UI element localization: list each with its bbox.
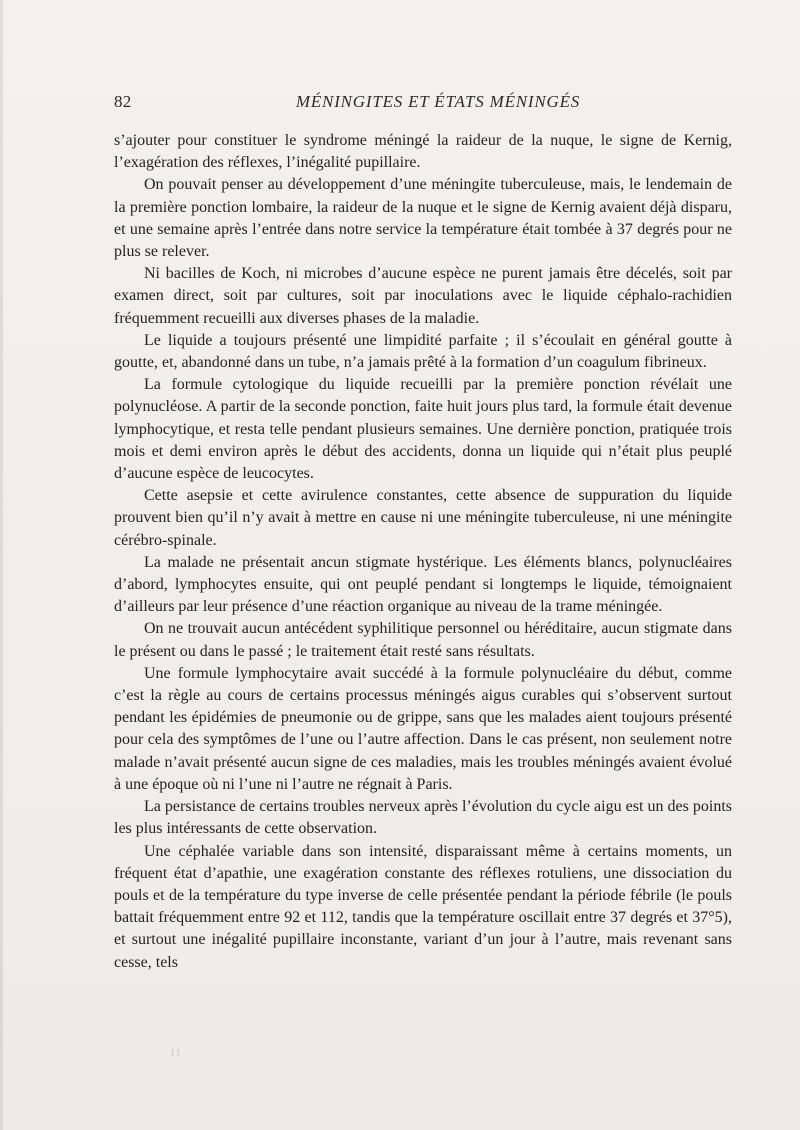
page-corner-mark: 11: [170, 1048, 182, 1059]
paragraph-10: La persistance de certains troubles nerveux après l’évolution du cycle aigu est un des points les plus intéressants de cette observation.: [114, 798, 732, 838]
page-number: 82: [114, 92, 132, 111]
paragraph-1: s’ajouter pour constituer le syndrome méningé la raideur de la nuque, le signe de Kernig, l’exagération des réflexes, l’inégalité pupillaire.: [114, 132, 732, 172]
paragraph-9: Une formule lymphocytaire avait succédé à la formule polynucléaire du début, comme c’est la règle au cours de certains processus méningés aigus curables qui s’observent surtout pendant les épidémies de pneumonie ou de grippe, sans que les malades aient toujours présenté pour cela des symptômes de l’une ou l’autre affection. Dans le cas présent, non seulement notre malade n’avait présenté aucun signe de ces maladies, mais les troubles méningés avaient évolué à une époque où ni l’une ni l’autre ne régnait à Paris.: [114, 664, 732, 793]
paragraph-11: Une céphalée variable dans son intensité, disparaissant même à certains moments, un fréquent état d’apathie, une exagération constante des réflexes rotuliens, une dissociation du pouls et de la température du type inverse de celle présentée pendant la période fébrile (le pouls battait fréquemment entre 92 et 112, tandis que la température oscillait entre 37 degrés et 37°5), et surtout une inégalité pupillaire inconstante, variant d’un jour à l’autre, mais revenant sans cesse, tels: [114, 842, 732, 971]
running-title: MÉNINGITES ET ÉTATS MÉNINGÉS: [295, 92, 581, 111]
paragraph-2: On pouvait penser au développement d’une méningite tuberculeuse, mais, le lendemain de la première ponction lombaire, la raideur de la nuque et le signe de Kernig avaient déjà disparu, et une semaine après l’entrée dans notre service la température était tombée à 37 degrés pour ne plus se relever.: [114, 176, 732, 261]
paragraph-4: Le liquide a toujours présenté une limpidité parfaite ; il s’écoulait en général goutte à goutte, et, abandonné dans un tube, n’a jamais prêté à la formation d’un coagulum fibrineux.: [114, 331, 732, 372]
page-left-edge: [0, 0, 3, 1130]
paragraph-7: La malade ne présentait ancun stigmate hystérique. Les éléments blancs, polynucléaires d’abord, lymphocytes ensuite, qui ont peuplé pendant si longtemps le liquide, témoignaient d’ailleurs par leur présence d’une réaction organique au niveau de la trame méningée.: [114, 553, 732, 616]
body-text: [114, 130, 732, 974]
page-header: [114, 92, 732, 122]
paragraph-6: Cette asepsie et cette avirulence constantes, cette absence de suppuration du liquide prouvent bien qu’il n’y avait à mettre en cause ni une méningite tuberculeuse, ni une méningite cérébro-spinale.: [114, 487, 732, 549]
paragraph-3: Ni bacilles de Koch, ni microbes d’aucune espèce ne purent jamais être décelés, soit par examen direct, soit par cultures, soit par inoculations avec le liquide céphalo-rachidien fréquemment recueilli aux diverses phases de la maladie.: [114, 265, 732, 327]
paragraph-8: On ne trouvait aucun antécédent syphilitique personnel ou héréditaire, aucun stigmate dans le présent ou dans le passé ; le traitement était resté sans résultats.: [114, 620, 732, 660]
paragraph-5: La formule cytologique du liquide recueilli par la première ponction révélait une polynucléose. A partir de la seconde ponction, faite huit jours plus tard, la formule était devenue lymphocytique, et resta telle pendant plusieurs semaines. Une dernière ponction, pratiquée trois mois et demi environ après le début des accidents, donna un liquide qui n’était plus peuplé d’aucune espèce de leucocytes.: [114, 376, 732, 483]
